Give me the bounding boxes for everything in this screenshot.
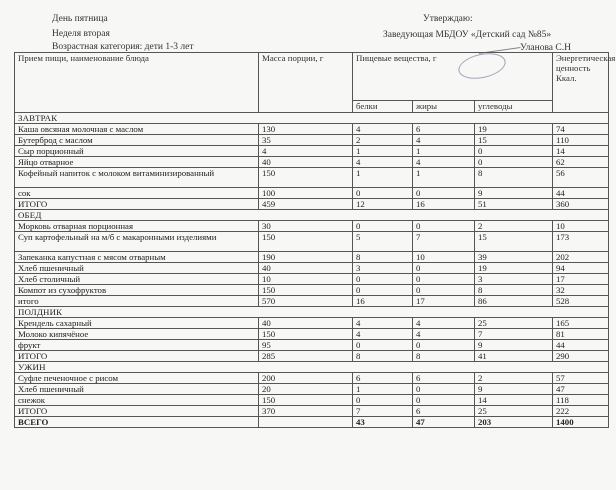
protein-cell: 43 (353, 417, 413, 428)
dish-name: Яйцо отварное (15, 157, 259, 168)
fat-cell: 0 (413, 395, 475, 406)
protein-cell: 1 (353, 146, 413, 157)
fat-cell: 0 (413, 274, 475, 285)
carb-cell: 7 (475, 329, 553, 340)
fat-cell: 47 (413, 417, 475, 428)
table-row (15, 274, 609, 285)
dish-name: Запеканка капустная с мясом отварным (15, 252, 259, 263)
protein-cell: 4 (353, 318, 413, 329)
energy-cell: 32 (553, 285, 609, 296)
mass-cell: 40 (259, 157, 353, 168)
table-row (15, 124, 609, 135)
dish-name: ИТОГО (15, 406, 259, 417)
mass-cell: 370 (259, 406, 353, 417)
dish-name: ИТОГО (15, 351, 259, 362)
dish-name: снежок (15, 395, 259, 406)
table-row (15, 395, 609, 406)
carb-cell: 203 (475, 417, 553, 428)
mass-cell: 35 (259, 135, 353, 146)
fat-cell: 6 (413, 373, 475, 384)
carb-cell: 8 (475, 168, 553, 188)
mass-cell: 150 (259, 168, 353, 188)
protein-cell: 4 (353, 157, 413, 168)
header-energy: Энергетическая ценность Ккал. (553, 53, 609, 113)
dish-name: сок (15, 188, 259, 199)
fat-cell: 0 (413, 221, 475, 232)
carb-cell: 2 (475, 373, 553, 384)
carb-cell: 9 (475, 188, 553, 199)
energy-cell: 1400 (553, 417, 609, 428)
table-row (15, 146, 609, 157)
header-fat: жиры (413, 101, 475, 113)
mass-cell: 4 (259, 146, 353, 157)
protein-cell: 0 (353, 285, 413, 296)
carb-cell: 25 (475, 318, 553, 329)
energy-cell: 81 (553, 329, 609, 340)
table-row (15, 373, 609, 384)
energy-cell: 44 (553, 340, 609, 351)
carb-cell: 0 (475, 146, 553, 157)
carb-cell: 25 (475, 406, 553, 417)
dish-name: Молоко кипячёное (15, 329, 259, 340)
energy-cell: 57 (553, 373, 609, 384)
protein-cell: 1 (353, 168, 413, 188)
table-row (15, 384, 609, 395)
energy-cell: 222 (553, 406, 609, 417)
header-protein: белки (353, 101, 413, 113)
fat-cell: 16 (413, 199, 475, 210)
mass-cell: 20 (259, 384, 353, 395)
fat-cell: 7 (413, 232, 475, 252)
protein-cell: 6 (353, 373, 413, 384)
fat-cell: 0 (413, 384, 475, 395)
fat-cell: 6 (413, 124, 475, 135)
carb-cell: 9 (475, 384, 553, 395)
section-title: УЖИН (15, 362, 609, 373)
mass-cell: 10 (259, 274, 353, 285)
protein-cell: 7 (353, 406, 413, 417)
mass-cell: 200 (259, 373, 353, 384)
table-row (15, 285, 609, 296)
dish-name: ВСЕГО (15, 417, 259, 428)
table-row-grand-total (15, 417, 609, 428)
carb-cell: 8 (475, 285, 553, 296)
fat-cell: 0 (413, 340, 475, 351)
protein-cell: 2 (353, 135, 413, 146)
section-title: ПОЛДНИК (15, 307, 609, 318)
header-day: День пятница (52, 14, 108, 24)
energy-cell: 118 (553, 395, 609, 406)
table-row (15, 188, 609, 199)
table-row (15, 157, 609, 168)
dish-name: Крендель сахарный (15, 318, 259, 329)
energy-cell: 17 (553, 274, 609, 285)
section-breakfast (15, 113, 609, 124)
energy-cell: 10 (553, 221, 609, 232)
energy-cell: 62 (553, 157, 609, 168)
mass-cell: 130 (259, 124, 353, 135)
table-row-subtotal (15, 199, 609, 210)
protein-cell: 0 (353, 340, 413, 351)
fat-cell: 1 (413, 168, 475, 188)
dish-name: Хлеб пшеничный (15, 263, 259, 274)
mass-cell (259, 417, 353, 428)
header-dish: Прием пищи, наименование блюда (15, 53, 259, 113)
table-row (15, 232, 609, 252)
dish-name: Каша овсяная молочная с маслом (15, 124, 259, 135)
fat-cell: 4 (413, 318, 475, 329)
carb-cell: 39 (475, 252, 553, 263)
fat-cell: 8 (413, 351, 475, 362)
energy-cell: 528 (553, 296, 609, 307)
header-carbs: углеводы (475, 101, 553, 113)
carb-cell: 14 (475, 395, 553, 406)
carb-cell: 2 (475, 221, 553, 232)
mass-cell: 150 (259, 232, 353, 252)
protein-cell: 4 (353, 124, 413, 135)
mass-cell: 150 (259, 285, 353, 296)
protein-cell: 0 (353, 188, 413, 199)
table-row (15, 252, 609, 263)
protein-cell: 0 (353, 395, 413, 406)
fat-cell: 6 (413, 406, 475, 417)
table-row (15, 340, 609, 351)
fat-cell: 0 (413, 188, 475, 199)
fat-cell: 4 (413, 157, 475, 168)
mass-cell: 150 (259, 329, 353, 340)
carb-cell: 0 (475, 157, 553, 168)
header-signatory: Уланова С.Н (520, 43, 571, 53)
dish-name: Хлеб пшеничный (15, 384, 259, 395)
section-snack (15, 307, 609, 318)
energy-cell: 165 (553, 318, 609, 329)
fat-cell: 0 (413, 285, 475, 296)
dish-name: фрукт (15, 340, 259, 351)
table-row (15, 221, 609, 232)
table-row (15, 135, 609, 146)
energy-cell: 56 (553, 168, 609, 188)
fat-cell: 4 (413, 135, 475, 146)
table-row-subtotal (15, 351, 609, 362)
dish-name: итого (15, 296, 259, 307)
dish-name: Суп картофельный на м/б с макаронными изделиями (15, 232, 259, 252)
protein-cell: 1 (353, 384, 413, 395)
fat-cell: 17 (413, 296, 475, 307)
protein-cell: 0 (353, 274, 413, 285)
protein-cell: 16 (353, 296, 413, 307)
fat-cell: 4 (413, 329, 475, 340)
mass-cell: 285 (259, 351, 353, 362)
section-title: ОБЕД (15, 210, 609, 221)
carb-cell: 86 (475, 296, 553, 307)
table-row-subtotal (15, 296, 609, 307)
protein-cell: 8 (353, 351, 413, 362)
table-row (15, 329, 609, 340)
dish-name: Морковь отварная порционная (15, 221, 259, 232)
energy-cell: 14 (553, 146, 609, 157)
table-row (15, 263, 609, 274)
section-dinner (15, 362, 609, 373)
energy-cell: 44 (553, 188, 609, 199)
protein-cell: 3 (353, 263, 413, 274)
fat-cell: 0 (413, 263, 475, 274)
mass-cell: 459 (259, 199, 353, 210)
energy-cell: 290 (553, 351, 609, 362)
header-head-of-school: Заведующая МБДОУ «Детский сад №85» (383, 30, 552, 40)
energy-cell: 47 (553, 384, 609, 395)
dish-name: Сыр порционный (15, 146, 259, 157)
mass-cell: 100 (259, 188, 353, 199)
header-age-category: Возрастная категория: дети 1-3 лет (52, 42, 194, 52)
header-nutrients: Пищевые вещества, г (353, 53, 553, 101)
energy-cell: 360 (553, 199, 609, 210)
mass-cell: 30 (259, 221, 353, 232)
protein-cell: 4 (353, 329, 413, 340)
energy-cell: 94 (553, 263, 609, 274)
protein-cell: 5 (353, 232, 413, 252)
energy-cell: 110 (553, 135, 609, 146)
dish-name: Бутерброд с маслом (15, 135, 259, 146)
mass-cell: 95 (259, 340, 353, 351)
header-approve: Утверждаю: (423, 14, 473, 24)
fat-cell: 1 (413, 146, 475, 157)
header-mass: Масса порции, г (259, 53, 353, 113)
menu-table (14, 52, 616, 428)
menu-table-body (15, 113, 609, 428)
fat-cell: 10 (413, 252, 475, 263)
dish-name: Кофейный напиток с молоком витаминизированный (15, 168, 259, 188)
section-lunch (15, 210, 609, 221)
section-title: ЗАВТРАК (15, 113, 609, 124)
energy-cell: 202 (553, 252, 609, 263)
mass-cell: 40 (259, 318, 353, 329)
mass-cell: 40 (259, 263, 353, 274)
dish-name: Компот из сухофруктов (15, 285, 259, 296)
table-row-subtotal (15, 406, 609, 417)
dish-name: Хлеб столичный (15, 274, 259, 285)
carb-cell: 15 (475, 232, 553, 252)
dish-name: Суфле печеночное с рисом (15, 373, 259, 384)
dish-name: ИТОГО (15, 199, 259, 210)
carb-cell: 41 (475, 351, 553, 362)
table-row (15, 318, 609, 329)
protein-cell: 12 (353, 199, 413, 210)
carb-cell: 51 (475, 199, 553, 210)
energy-cell: 74 (553, 124, 609, 135)
carb-cell: 9 (475, 340, 553, 351)
protein-cell: 8 (353, 252, 413, 263)
carb-cell: 3 (475, 274, 553, 285)
mass-cell: 570 (259, 296, 353, 307)
table-row (15, 168, 609, 188)
carb-cell: 15 (475, 135, 553, 146)
mass-cell: 190 (259, 252, 353, 263)
mass-cell: 150 (259, 395, 353, 406)
carb-cell: 19 (475, 263, 553, 274)
protein-cell: 0 (353, 221, 413, 232)
header-week: Неделя вторая (52, 29, 110, 39)
carb-cell: 19 (475, 124, 553, 135)
energy-cell: 173 (553, 232, 609, 252)
